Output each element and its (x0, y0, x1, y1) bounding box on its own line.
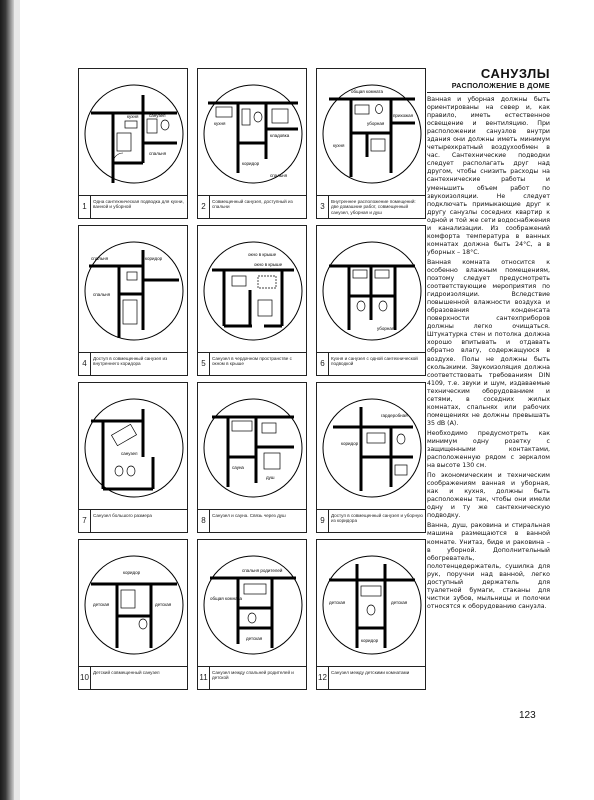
section-subtitle: РАСПОЛОЖЕНИЕ В ДОМЕ (427, 81, 550, 93)
floorplan-panel-4 (78, 225, 188, 376)
page-edge (14, 0, 20, 800)
floorplan-panel-2 (197, 68, 307, 219)
floorplan-label: кухня (214, 121, 226, 126)
panel-caption-text: Санузел между спальней родителей и детской (212, 670, 294, 681)
floorplan-label: спальня (93, 292, 111, 297)
body-paragraph: Ванная и уборная должны быть ориентированы на север и, как правило, иметь естественное освещение и вентиляцию. При расположении санузлов внутри здания они должны иметь минимум четырехкратный воздухообмен в час. Сантехнические подводки следует располагать друг над другом, чтобы снизить расходы на сантехнические работы и уменьшить объем работ по звукоизоляции. Не следует подключать примыкающие друг к другу санузлы соседних квартир к одной и той же сети водоснабжения и канализации. Из соображений комфорта температура в ванных комнатах должна быть 24°С, а в уборных – 18°С. (427, 96, 550, 256)
text-column (427, 66, 550, 613)
floorplan-drawing-8 (202, 387, 304, 509)
floorplan-panel-11 (197, 539, 307, 690)
body-paragraph: По экономическим и техническим соображениям ванная и уборная, как и кухня, должны быть расположены так, чтобы они имели одну и ту же сантехническую подводку. (427, 472, 550, 520)
floorplan-label: окно в крыше (254, 262, 283, 267)
section-title: САНУЗЛЫ (480, 66, 550, 81)
floorplan-label: кухня (333, 143, 345, 148)
book-spine-shadow (0, 0, 14, 800)
floorplan-panel-12 (316, 539, 426, 690)
floorplan-label: окно в крыше (248, 252, 277, 257)
floorplan-panel-5 (197, 225, 307, 376)
panel-caption (79, 352, 187, 375)
floorplan-label: коридор (361, 638, 379, 643)
panel-caption-text: Санузел между детскими комнатами (331, 670, 410, 675)
floorplan-label: сауна (232, 465, 244, 470)
panel-caption (198, 666, 306, 689)
floorplan-label: спальня (91, 256, 109, 261)
floorplan-drawing-12 (321, 544, 423, 666)
panel-number: 2 (198, 196, 210, 218)
panel-caption-text: Доступ в совмещенный санузел из внутреннего коридора (93, 356, 168, 367)
floorplan-label: коридор (123, 570, 141, 575)
panel-number: 7 (79, 510, 91, 532)
floorplan-drawing-6 (321, 230, 423, 352)
floorplan-label: детская (246, 636, 263, 641)
panel-caption (198, 352, 306, 375)
floorplan-drawing-4 (83, 230, 185, 352)
panel-caption (79, 666, 187, 689)
panel-caption (317, 509, 425, 532)
panel-caption-text: Кухня и санузел с одной сантехнической подводкой (331, 356, 418, 367)
floorplan-drawing-3 (321, 73, 423, 195)
panel-number: 12 (317, 667, 329, 689)
floorplan-label: общая комната (210, 596, 242, 601)
panel-number: 3 (317, 196, 329, 218)
panel-number: 11 (198, 667, 210, 689)
panel-caption (79, 509, 187, 532)
panel-number: 9 (317, 510, 329, 532)
floorplan-drawing-1 (83, 73, 185, 195)
floorplan-label: коридор (341, 441, 359, 446)
panel-caption (317, 666, 425, 689)
floorplan-drawing-7 (83, 387, 185, 509)
panel-caption (198, 509, 306, 532)
panel-caption-text: Санузел и сауна. Связь через душ (212, 513, 286, 518)
panel-caption-text: Внутреннее расположение помещений: две домашние работ, совмещенный санузел, уборная и душ (331, 199, 416, 215)
body-paragraph: Ванная комната относится к особенно влажным помещениям, поэтому следует предусмотреть соответствующие мероприятия по гидроизоляции. Вследствие повышенной влажности воздуха и образования конденсата поверхности сантехприборов должны легко очищаться. Штукатурка стен и потолка должна хорошо впитывать и отдавать обратно влагу, содержащуюся в воздухе. Полы не должны быть скользкими. Звукоизоляция должна соответствовать требованиям DIN 4109, т.е. звуки и шум, издаваемые техническим оборудованием и сетями, в соседних жилых комнатах, спальнях или рабочих помещениях не должны превышать 35 dB (A). (427, 258, 550, 427)
floorplan-label: уборная (367, 121, 385, 126)
floorplan-label: уборная (377, 326, 395, 331)
panel-number: 6 (317, 353, 329, 375)
body-paragraph: Необходимо предусмотреть как минимум одну розетку с защищенными контактами, расположенную рядом с зеркалом на высоте 130 см. (427, 429, 550, 470)
panel-number: 8 (198, 510, 210, 532)
floorplan-label: прихожая (393, 113, 414, 118)
floorplan-drawing-10 (83, 544, 185, 666)
panel-caption (79, 195, 187, 218)
floorplan-label: коридор (242, 161, 260, 166)
floorplan-label: кладовка (270, 133, 290, 138)
floorplan-label: общая комната (351, 89, 383, 94)
floorplan-label: гардеробная (381, 413, 408, 418)
panel-caption-text: Санузел в чердачном пространстве с окном в крыше (212, 356, 292, 367)
panel-caption-text: Санузел большого размера (93, 513, 152, 518)
panel-caption (317, 195, 425, 218)
panel-caption (317, 352, 425, 375)
floorplan-panel-9 (316, 382, 426, 533)
floorplan-label: спальня (270, 173, 288, 178)
floorplan-label: детская (155, 602, 172, 607)
floorplan-label: детская (329, 600, 346, 605)
floorplan-drawing-11 (202, 544, 304, 666)
panel-caption-text: Доступ в совмещенный санузел и уборную из коридора (331, 513, 423, 524)
page-number: 123 (519, 710, 536, 721)
floorplan-label: спальня родителей (242, 568, 283, 573)
panel-caption-text: Совмещенный санузел, доступный из спальни (212, 199, 293, 210)
floorplan-panel-8 (197, 382, 307, 533)
floorplan-panel-3 (316, 68, 426, 219)
floorplan-drawing-9 (321, 387, 423, 509)
floorplan-label: кухня (127, 114, 139, 119)
floorplan-label: санузел (121, 451, 138, 456)
panel-number: 10 (79, 667, 91, 689)
floorplan-drawing-5 (202, 230, 304, 352)
panel-caption (198, 195, 306, 218)
panel-number: 1 (79, 196, 91, 218)
floorplan-label: душ (266, 475, 275, 480)
floorplan-panel-1 (78, 68, 188, 219)
panel-number: 4 (79, 353, 91, 375)
panel-caption-text: Детский совмещенный санузел (93, 670, 160, 675)
floorplan-drawing-2 (202, 73, 304, 195)
floorplan-panel-10 (78, 539, 188, 690)
floorplan-label: спальня (149, 151, 167, 156)
floorplan-label: детская (391, 600, 408, 605)
floorplan-panel-7 (78, 382, 188, 533)
floorplan-label: детская (93, 602, 110, 607)
floorplan-label: коридор (145, 256, 163, 261)
panel-caption-text: Одна сантехническая подводка для кухни, ванной и уборной (93, 199, 184, 210)
panel-number: 5 (198, 353, 210, 375)
body-paragraph: Ванна, душ, раковина и стиральная машина размещаются в ванной комнате. Унитаз, биде и раковина – в уборной. Дополнительный обогреватель, полотенцедержатель, сушилка для рук, поручни над ванной, легко доступный держатель для туалетной бумаги, стаканы для чистки зубов, мыльницы и полочки относятся к оборудованию санузла. (427, 522, 550, 610)
floorplan-panel-6 (316, 225, 426, 376)
floorplan-label: санузел (149, 113, 166, 118)
